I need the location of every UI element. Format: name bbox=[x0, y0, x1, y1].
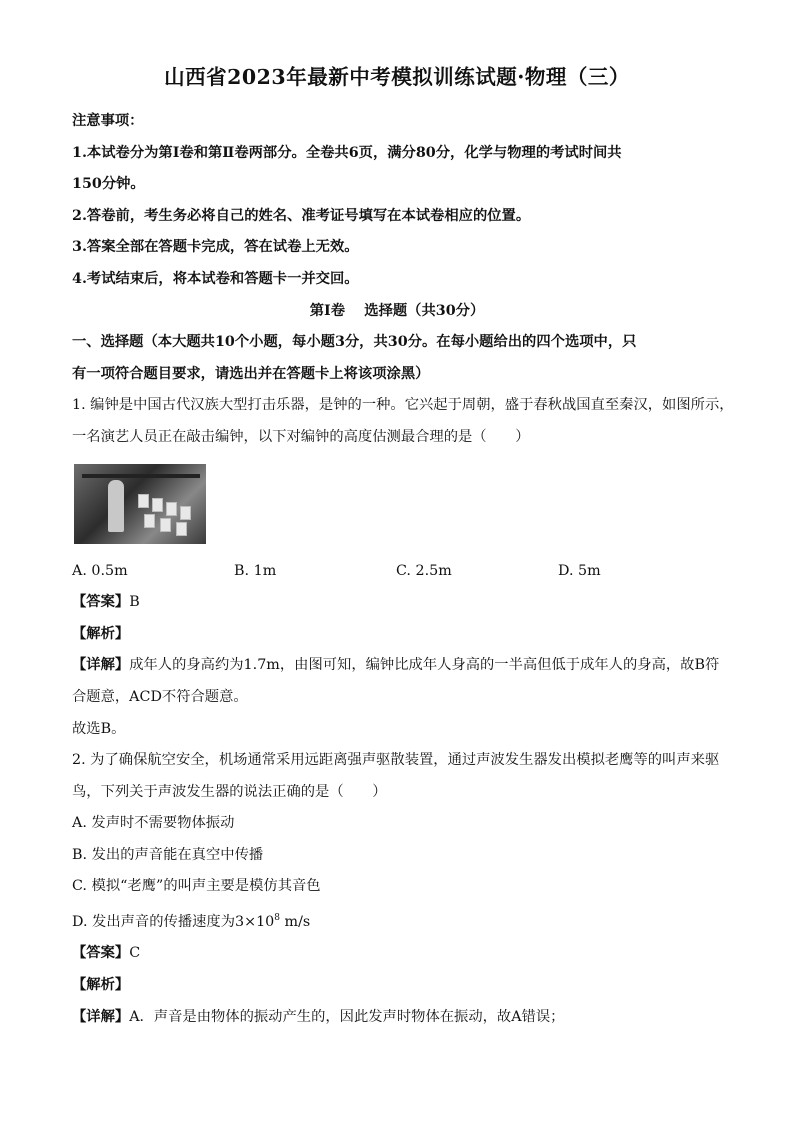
option-b: B. 发出的声音能在真空中传播 bbox=[72, 846, 264, 863]
detail-text: 成年人的身高约为1.7m，由图可知，编钟比成年人身高的一半高但低于成年人的身高，故B符 bbox=[129, 657, 720, 674]
question-1-conclusion: 故选B。 bbox=[72, 720, 126, 737]
photo-performer bbox=[108, 480, 124, 532]
option-d-prefix: D. 发出声音的传播速度为3×10 bbox=[72, 913, 275, 930]
option-d-unit: m/s bbox=[280, 913, 311, 930]
option-b: B. 1m bbox=[234, 562, 277, 579]
option-d-exponent: 8 bbox=[274, 913, 281, 924]
page-title: 山西省2023年最新中考模拟训练试题·物理（三） bbox=[164, 65, 630, 89]
analysis-tag: 【解析】 bbox=[72, 625, 130, 642]
answer-value: C bbox=[129, 945, 141, 962]
answer-tag: 【答案】 bbox=[72, 594, 130, 611]
detail-tag: 【详解】 bbox=[72, 1008, 130, 1025]
photo-bell bbox=[180, 506, 191, 520]
photo-bell bbox=[144, 514, 155, 528]
photo-bell bbox=[176, 522, 187, 536]
question-2-detail bbox=[72, 1002, 722, 1034]
notice-item: 150分钟。 bbox=[72, 176, 145, 193]
analysis-tag: 【解析】 bbox=[72, 977, 130, 994]
photo-bell bbox=[160, 518, 171, 532]
detail-tag: 【详解】 bbox=[72, 657, 130, 674]
option-d: D. 5m bbox=[558, 562, 601, 579]
part-one-instructions: 有一项符合题目要求，请选出并在答题卡上将该项涂黑） bbox=[72, 365, 430, 382]
exam-page bbox=[72, 62, 734, 1033]
option-c: C. 2.5m bbox=[396, 562, 452, 579]
section-title: 第Ⅰ卷 选择题（共30分） bbox=[309, 302, 485, 319]
question-2-text: 鸟，下列关于声波发生器的说法正确的是（ ） bbox=[72, 783, 387, 800]
answer-value: B bbox=[129, 594, 140, 611]
option-a: A. 发声时不需要物体振动 bbox=[72, 815, 235, 832]
photo-bell bbox=[166, 502, 177, 516]
notice-item: 1.本试卷分为第Ⅰ卷和第Ⅱ卷两部分。全卷共6页，满分80分，化学与物理的考试时间共 bbox=[72, 144, 622, 161]
notice-heading: 注意事项： bbox=[72, 113, 144, 129]
option-d bbox=[72, 903, 722, 938]
question-1-text: 一名演艺人员正在敲击编钟，以下对编钟的高度估测最合理的是（ ） bbox=[72, 428, 530, 445]
question-1-options bbox=[72, 556, 722, 588]
photo-bell bbox=[152, 498, 163, 512]
photo-beam bbox=[82, 474, 200, 478]
question-1-detail: 合题意，ACD不符合题意。 bbox=[72, 688, 248, 705]
notice-item: 4.考试结束后，将本试卷和答题卡一并交回。 bbox=[72, 270, 359, 287]
photo-bell bbox=[138, 494, 149, 508]
notice-item: 3.答案全部在答题卡完成，答在试卷上无效。 bbox=[72, 239, 359, 256]
question-1-text: 1. 编钟是中国古代汉族大型打击乐器，是钟的一种。它兴起于周朝，盛于春秋战国直至秦汉，如图所示， bbox=[72, 397, 734, 414]
option-c: C. 模拟“老鹰”的叫声主要是模仿其音色 bbox=[72, 878, 321, 895]
question-2-text: 2. 为了确保航空安全，机场通常采用远距离强声驱散装置，通过声波发生器发出模拟老鹰等的叫声来驱 bbox=[72, 752, 720, 769]
question-1-answer bbox=[72, 587, 722, 619]
notice-item: 2.答卷前，考生务必将自己的姓名、准考证号填写在本试卷相应的位置。 bbox=[72, 207, 531, 224]
part-one-instructions: 一、选择题（本大题共10个小题，每小题3分，共30分。在每小题给出的四个选项中，只 bbox=[72, 334, 637, 351]
answer-tag: 【答案】 bbox=[72, 945, 130, 962]
question-2-answer bbox=[72, 938, 722, 970]
question-1-detail bbox=[72, 650, 722, 682]
bianzhong-photo bbox=[74, 464, 206, 544]
option-a: A. 0.5m bbox=[72, 562, 128, 579]
detail-text: A．声音是由物体的振动产生的，因此发声时物体在振动，故A错误； bbox=[129, 1008, 565, 1025]
